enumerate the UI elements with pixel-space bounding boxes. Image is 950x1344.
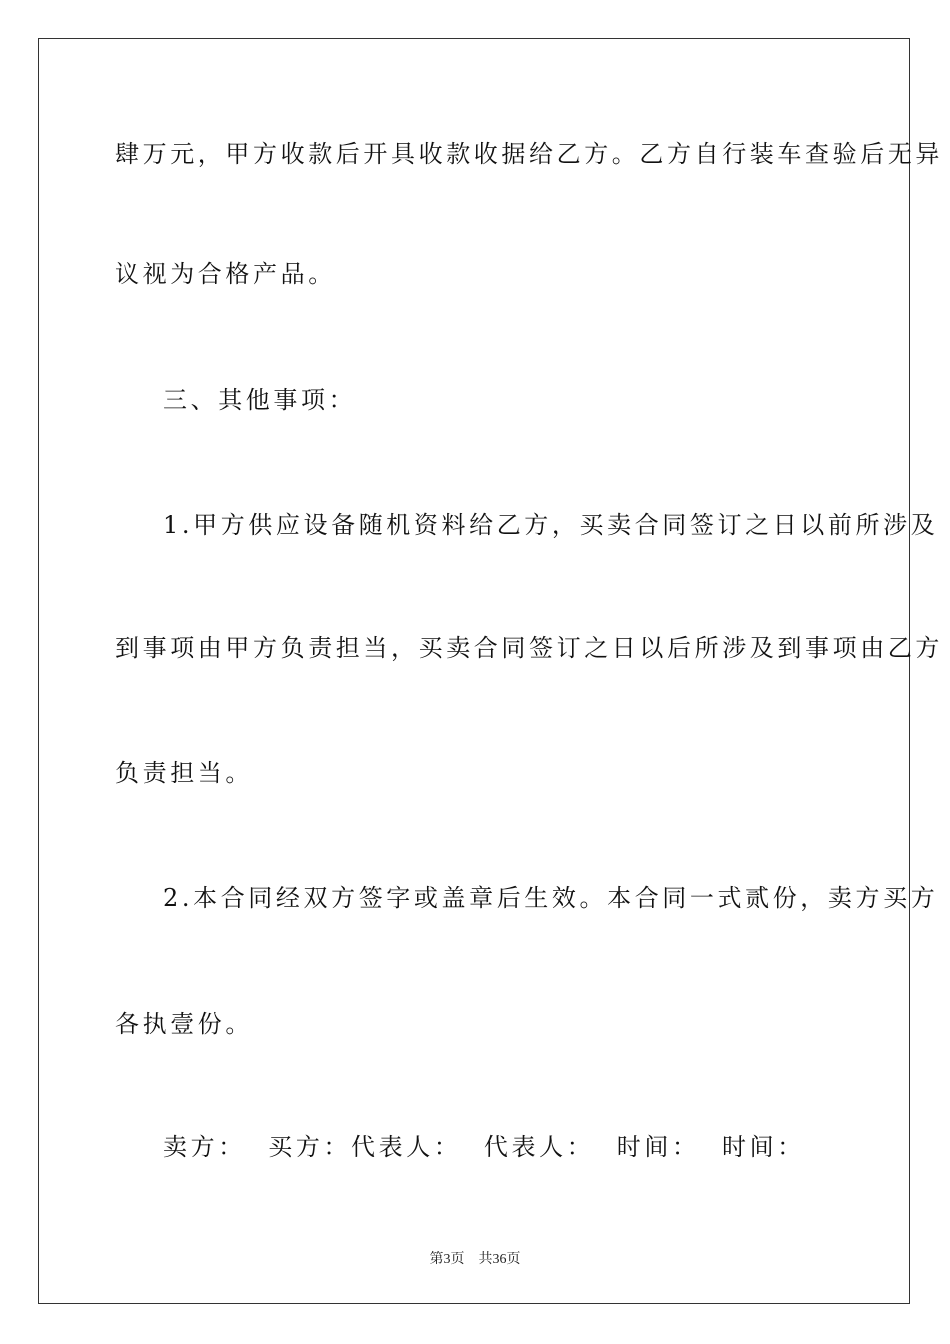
body-line-1: 肆万元，甲方收款后开具收款收据给乙方。乙方自行装车查验后无异 — [115, 140, 943, 168]
clause-1-line-2: 到事项由甲方负责担当，买卖合同签订之日以后所涉及到事项由乙方 — [115, 634, 943, 662]
clause-1-line-1: 1.甲方供应设备随机资料给乙方，买卖合同签订之日以前所涉及 — [163, 511, 939, 539]
body-line-2: 议视为合格产品。 — [115, 260, 336, 288]
page-total: 共36页 — [478, 1252, 521, 1267]
clause-1-line-3: 负责担当。 — [115, 759, 253, 787]
page-footer — [0, 1248, 950, 1268]
page-number: 第3页 — [429, 1252, 465, 1267]
section-heading-other-matters: 三、其他事项： — [163, 386, 357, 414]
clause-2-line-2: 各执壹份。 — [115, 1010, 253, 1038]
clause-2-line-1: 2.本合同经双方签字或盖章后生效。本合同一式贰份，卖方买方 — [163, 884, 939, 912]
page-border — [38, 38, 943, 1304]
signature-line: 卖方： 买方：代表人： 代表人： 时间： 时间： — [163, 1133, 805, 1161]
